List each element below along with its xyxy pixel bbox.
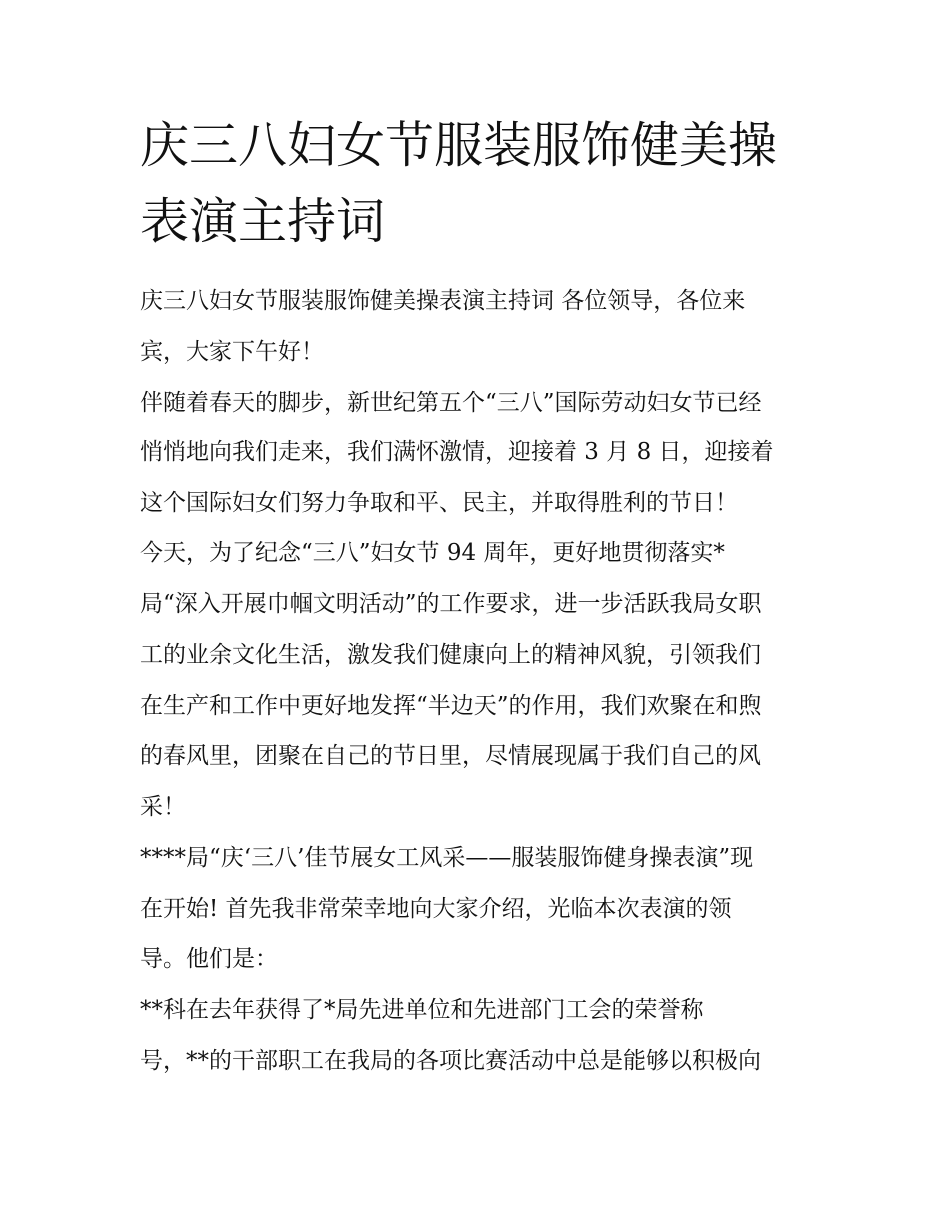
- body-line-13: 在开始! 首先我非常荣幸地向大家介绍，光临本次表演的领: [140, 896, 732, 922]
- body-line-14: 导。他们是：: [140, 946, 278, 972]
- body-line-1: 庆三八妇女节服装服饰健美操表演主持词 各位领导，各位来: [140, 288, 746, 314]
- body-line-4: 悄悄地向我们走来，我们满怀激情，迎接着 3 月 8 日，迎接着: [140, 439, 774, 465]
- body-line-16: 号，**的干部职工在我局的各项比赛活动中总是能够以积极向: [140, 1048, 761, 1074]
- body-line-12: ****局“庆‘三八’佳节展女工风采——服装服饰健身操表演”现: [140, 845, 754, 871]
- title-line-2: 表演主持词: [140, 193, 386, 250]
- body-line-6: 今天，为了纪念“三八”妇女节 94 周年，更好地贯彻落实*: [140, 540, 725, 566]
- body-line-10: 的春风里，团聚在自己的节日里，尽情展现属于我们自己的风: [140, 743, 761, 769]
- document-title: [140, 108, 830, 260]
- body-line-3: 伴随着春天的脚步，新世纪第五个“三八”国际劳动妇女节已经: [140, 390, 762, 416]
- body-line-15: **科在去年获得了*局先进单位和先进部门工会的荣誉称: [140, 997, 704, 1023]
- body-line-2: 宾，大家下午好！: [140, 339, 324, 365]
- body-line-9: 在生产和工作中更好地发挥“半边天”的作用，我们欢聚在和煦: [140, 693, 762, 719]
- title-line-1: 庆三八妇女节服装服饰健美操: [140, 117, 778, 174]
- body-line-11: 采！: [140, 794, 186, 820]
- body-line-8: 工的业余文化生活，激发我们健康向上的精神风貌，引领我们: [140, 642, 761, 668]
- body-line-5: 这个国际妇女们努力争取和平、民主，并取得胜利的节日！: [140, 490, 738, 516]
- body-line-7: 局“深入开展巾帼文明活动”的工作要求，进一步活跃我局女职: [140, 591, 762, 617]
